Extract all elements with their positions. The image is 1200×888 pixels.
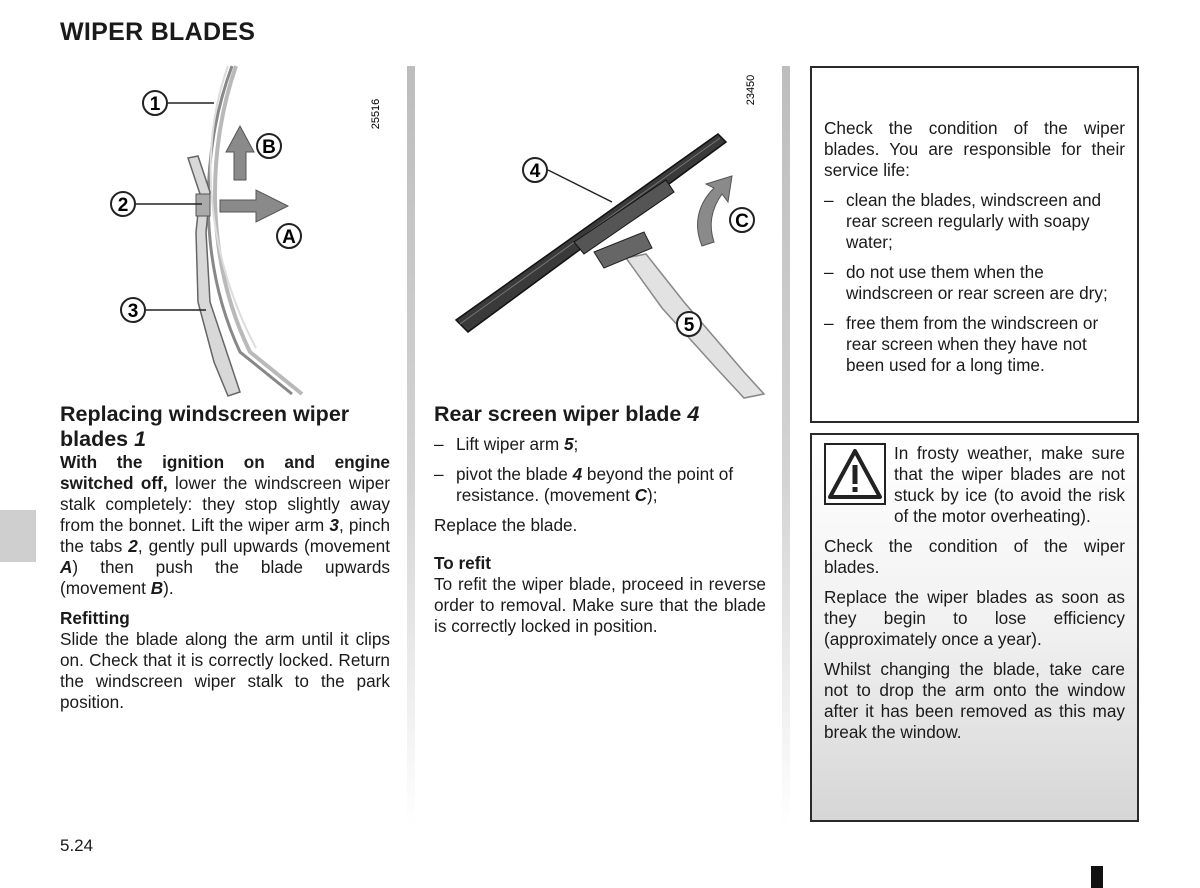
svg-text:A: A [282,227,296,248]
svg-text:2: 2 [117,195,129,216]
callout-4 [523,158,547,182]
list-item: – clean the blades, windscreen and rear screen regularly with soapy water; [824,190,1125,253]
callout-2 [111,192,135,216]
section-heading: Rear screen wiper blade 4 [434,402,700,426]
rear-wiper-illustration [434,62,770,402]
check-text: Check the condition of the wiper blades. [824,536,1125,577]
edge-marker [1091,866,1103,888]
svg-text:4: 4 [529,161,541,182]
arrow-label-c [730,208,754,232]
arrow-label-b [257,134,281,158]
section-heading: Replacing windscreen wiper blades 1 [60,402,350,451]
svg-text:C: C [735,211,749,232]
warning-box [810,433,1139,822]
list-item: – Lift wiper arm 5; [434,434,766,455]
callout-3 [121,298,145,322]
list-item: – do not use them when the windscreen or rear screen are dry; [824,262,1125,304]
info-box [810,66,1139,423]
page-number: 5.24 [60,836,94,855]
steps-list [434,434,766,506]
windscreen-wiper-illustration [60,62,395,402]
rear-screen-section [434,402,766,646]
instructions-text: With the ignition on and engine switched off, lower the windscreen wiper stalk completely: they stop slightly away from the bonnet. Lift the wiper arm 3, pinch the tabs 2, gently pull upwards (movement A) then push the blade upwards (movement B). [60,452,390,598]
replace-text: Replace the blade. [434,515,578,535]
refitting-heading: Refitting [60,608,130,628]
figure-ref-number: 23450 [745,74,757,106]
replace-text: Replace the wiper blades as soon as they begin to lose efficiency (approximately once a year). [824,587,1125,649]
callout-5 [677,312,701,336]
windscreen-section [60,402,390,722]
figure-ref-number: 25516 [370,98,382,130]
page-title: WIPER BLADES [60,18,256,46]
list-item: – free them from the windscreen or rear screen when they have not been used for a long time. [824,313,1125,376]
svg-text:3: 3 [127,301,139,322]
warning-text: In frosty weather, make sure that the wiper blades are not stuck by ice (to avoid the risk of the motor overheating). [894,443,1125,526]
svg-text:1: 1 [149,94,161,115]
refitting-text: Slide the blade along the arm until it clips on. Check that it is correctly locked. Return the windscreen wiper stalk to the park position. [60,629,390,712]
svg-text:5: 5 [683,315,695,336]
list-item: – pivot the blade 4 beyond the point of resistance. (movement C); [434,464,766,506]
svg-text:B: B [262,137,276,158]
column-divider [782,66,790,826]
column-divider [407,66,415,826]
arrow-label-a [277,224,301,248]
chapter-tab [0,510,36,562]
warning-triangle-icon [824,443,886,505]
refit-text: To refit the wiper blade, proceed in reverse order to removal. Make sure that the blade is correctly locked in position. [434,574,766,636]
care-list [824,190,1125,376]
caution-text: Whilst changing the blade, take care not to drop the arm onto the window after it has been removed as this may break the window. [824,659,1125,742]
info-intro: Check the condition of the wiper blades. You are responsible for their service life: [824,118,1125,180]
callout-1 [143,91,167,115]
refit-heading: To refit [434,553,491,573]
